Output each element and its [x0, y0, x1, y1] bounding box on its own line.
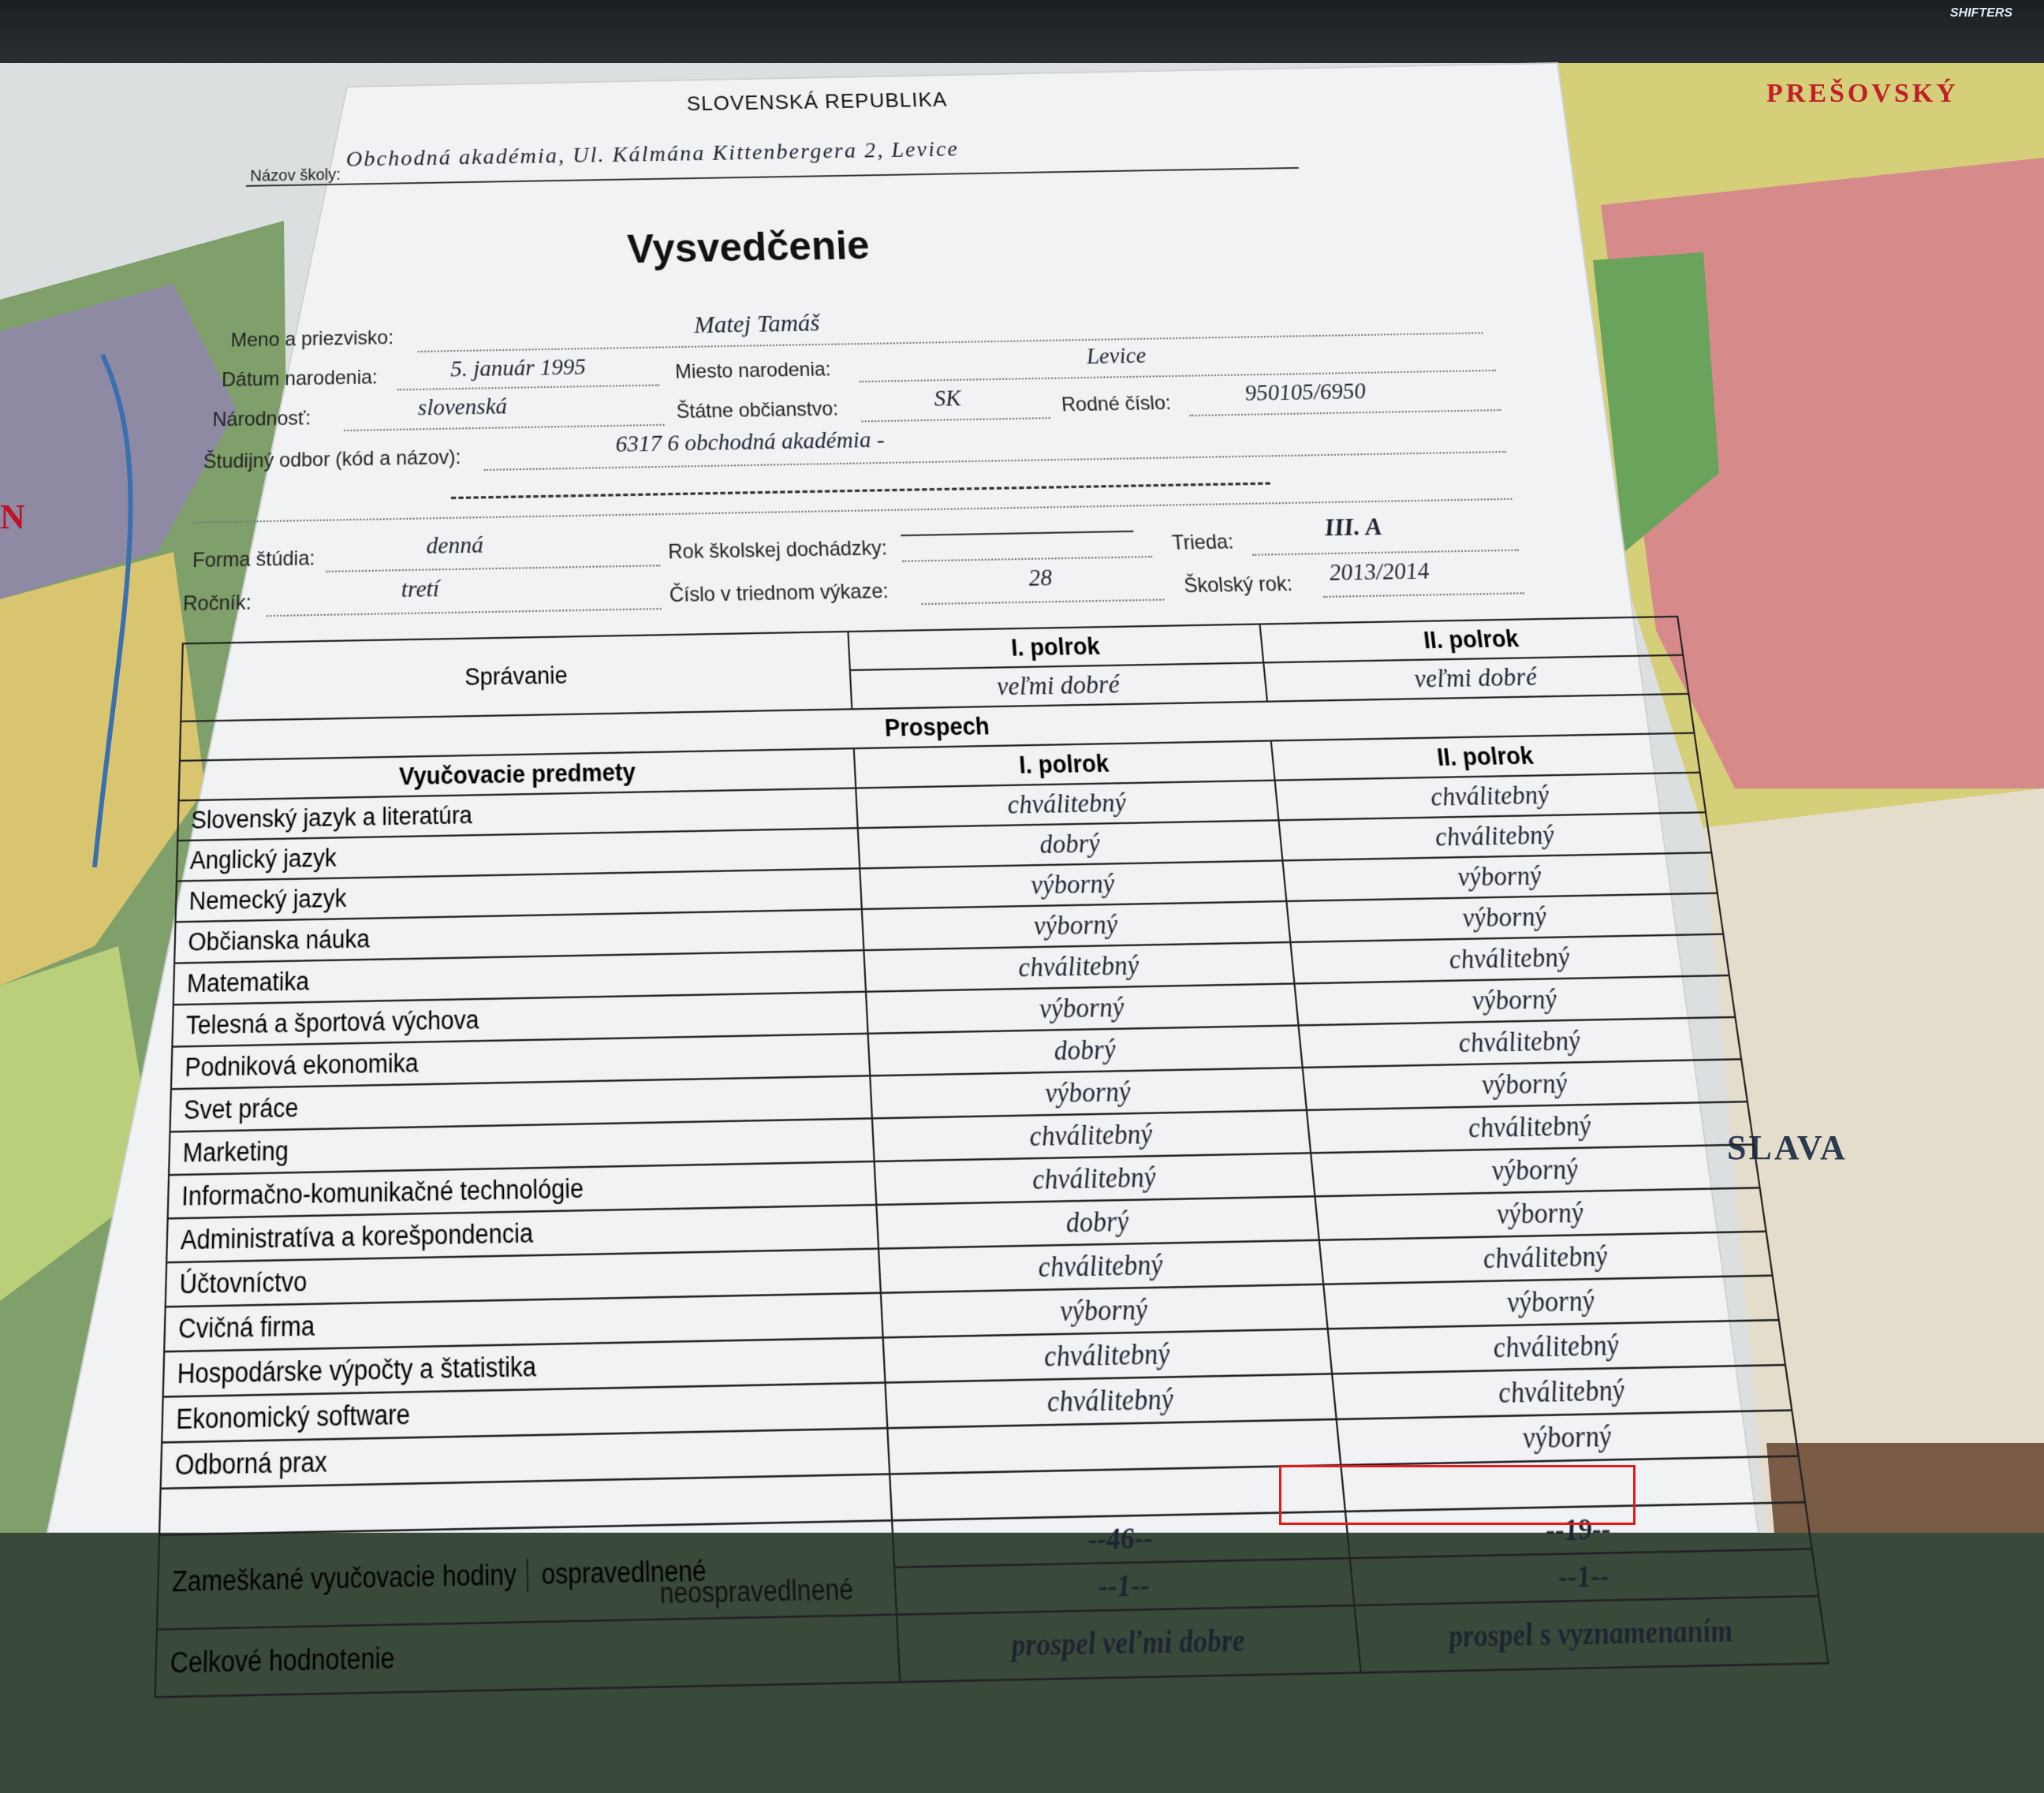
- subject-name: Matematika: [173, 950, 866, 1005]
- fill-line: [344, 424, 665, 431]
- subject-name: Cvičná firma: [164, 1293, 882, 1351]
- behavior-label: Správanie: [181, 632, 852, 721]
- personal-id: 950105/6950: [1244, 378, 1367, 407]
- map-label: SLAVA: [1727, 1128, 1848, 1167]
- grade-term-2: výborný: [1282, 852, 1717, 901]
- fill-line: [1323, 592, 1524, 598]
- fill-line: [326, 565, 660, 572]
- fill-line: [418, 332, 1483, 352]
- excused-term-1: --46--: [892, 1512, 1350, 1567]
- grade-term-1: chválitebný: [875, 1153, 1315, 1205]
- progress-title: Prospech: [180, 694, 1695, 761]
- birth-place-label: Miesto narodenia:: [674, 358, 832, 383]
- study-form: denná: [426, 531, 483, 560]
- grade-term-1: chválitebný: [863, 942, 1294, 992]
- subject-name: Ekonomický software: [162, 1383, 887, 1443]
- unexcused-term-2: --1--: [1350, 1549, 1819, 1605]
- birth-date: 5. január 1995: [450, 354, 587, 382]
- grade-term-2: chválitebný: [1279, 812, 1712, 860]
- grade-term-2: výborný: [1294, 975, 1735, 1025]
- fill-line: [902, 556, 1152, 562]
- absence-label-text: Zameškané vyučovacie hodiny: [171, 1558, 517, 1597]
- grade-term-1: výborný: [860, 860, 1286, 909]
- grade-term-2: chválitebný: [1307, 1102, 1754, 1153]
- grade-term-1: výborný: [862, 901, 1291, 950]
- school-year-label: Školský rok:: [1183, 572, 1294, 598]
- fill-line: [1189, 409, 1501, 416]
- subject-name: Marketing: [169, 1118, 875, 1175]
- class: III. A: [1322, 512, 1384, 542]
- grade-term-1: dobrý: [868, 1025, 1303, 1075]
- grade-term-2: chválitebný: [1319, 1232, 1773, 1284]
- grade-year: tretí: [401, 575, 440, 603]
- register-no-label: Číslo v triednom výkaze:: [669, 580, 890, 607]
- grade-term-1: výborný: [881, 1284, 1328, 1338]
- grade-term-1: chválitebný: [878, 1240, 1323, 1293]
- page-title: Vysvedčenie: [626, 222, 871, 272]
- map-label: PREŠOVSKÝ: [1766, 79, 1959, 108]
- subject-name: Hospodárske výpočty a štatistika: [163, 1337, 886, 1396]
- grade-term-2: chválitebný: [1290, 934, 1729, 984]
- subject-name: Telesná a športová výchova: [172, 992, 867, 1047]
- subject-name: Informačno-komunikačné technológie: [168, 1161, 877, 1218]
- grade-term-2: výborný: [1311, 1145, 1759, 1197]
- study-field: 6317 6 obchodná akadémia -: [615, 427, 886, 458]
- nationality: slovenská: [417, 393, 508, 421]
- grade-year-label: Ročník:: [182, 591, 252, 616]
- subject-name: Účtovníctvo: [166, 1249, 881, 1307]
- term-header-1: I. polrok: [854, 740, 1275, 788]
- grade-term-1: dobrý: [876, 1196, 1319, 1248]
- grade-term-2: výborný: [1315, 1187, 1766, 1239]
- field-label: Študijný odbor (kód a názov):: [203, 445, 461, 474]
- subject-name: Administratíva a korešpondencia: [166, 1205, 878, 1262]
- certificate-document: [56, 45, 1927, 1793]
- grade-term-1: chválitebný: [883, 1329, 1332, 1382]
- grade-term-2: chválitebný: [1299, 1017, 1742, 1068]
- overall-term-2: prospel s vyznamenaním: [1354, 1596, 1828, 1672]
- overall-label: Celkové hodnotenie: [155, 1615, 901, 1698]
- grade-term-2: chválitebný: [1328, 1320, 1785, 1374]
- behavior-header-2: II. polrok: [1260, 617, 1684, 662]
- school-year: 2013/2014: [1327, 557, 1431, 587]
- citizenship: SK: [933, 386, 962, 412]
- student-name: Matej Tamáš: [693, 309, 821, 339]
- highlight-box: [1279, 1465, 1636, 1525]
- excused-term-2: --19--: [1345, 1502, 1812, 1558]
- fill-line: [921, 598, 1164, 605]
- grade-term-1: chválitebný: [885, 1374, 1336, 1428]
- fill-line: [861, 417, 1050, 422]
- excused-label: ospravedlnené: [526, 1555, 707, 1592]
- unexcused-label: neospravedlnené: [659, 1573, 854, 1610]
- attendance-year-label: Rok školskej dochádzky:: [667, 536, 888, 564]
- behavior-header-1: I. polrok: [848, 624, 1263, 670]
- subject-name: Občianska náuka: [174, 909, 863, 964]
- grades-table: [154, 616, 1829, 1698]
- watermark-logo: SHIFTERS: [1949, 6, 2012, 20]
- behavior-grade-2: veľmi dobré: [1263, 655, 1688, 702]
- subject-name: Odborná prax: [161, 1428, 890, 1489]
- subject-name: Slovenský jazyk a literatúra: [177, 788, 858, 841]
- grade-term-1: dobrý: [858, 820, 1283, 868]
- grade-term-2: chválitebný: [1332, 1365, 1792, 1419]
- birth-place: Levice: [1085, 342, 1147, 370]
- fill-line: [267, 608, 662, 617]
- grade-term-1: výborný: [870, 1068, 1307, 1118]
- subject-name: Svet práce: [170, 1075, 872, 1131]
- grade-term-1: výborný: [866, 983, 1299, 1033]
- grade-term-2: výborný: [1337, 1411, 1799, 1466]
- school-label: Názov školy:: [250, 166, 341, 185]
- grade-term-2: chválitebný: [1275, 773, 1706, 821]
- map-label: N: [0, 498, 25, 536]
- grade-term-2: výborný: [1323, 1276, 1779, 1329]
- subjects-header: Vyučovacie predmety: [179, 748, 856, 800]
- birth-date-label: Dátum narodenia:: [221, 366, 378, 392]
- class-label: Trieda:: [1170, 530, 1235, 555]
- nationality-label: Národnosť:: [212, 407, 311, 431]
- unexcused-value-1: --1--: [1097, 1567, 1151, 1605]
- register-no: 28: [1028, 564, 1054, 592]
- grade-term-2: výborný: [1303, 1059, 1747, 1110]
- strike-line: [901, 531, 1133, 536]
- behavior-grade-1: veľmi dobré: [850, 662, 1267, 709]
- citizenship-label: Štátne občianstvo:: [676, 397, 839, 423]
- name-label: Meno a priezvisko:: [230, 326, 394, 352]
- id-label: Rodné číslo:: [1061, 391, 1172, 416]
- fill-line: [397, 384, 659, 390]
- strike-line: [451, 482, 1270, 499]
- grade-term-1: chválitebný: [856, 781, 1278, 829]
- subject-name: Podniková ekonomika: [171, 1034, 870, 1089]
- study-form-label: Forma štúdia:: [192, 546, 315, 572]
- fill-line: [193, 498, 1512, 524]
- school-name: Obchodná akadémia, Ul. Kálmána Kittenbergera 2, Levice: [345, 136, 960, 172]
- country-heading: SLOVENSKÁ REPUBLIKA: [686, 88, 949, 116]
- subject-name: Anglický jazyk: [177, 828, 860, 881]
- fill-line: [860, 370, 1496, 382]
- term-header-2: II. polrok: [1271, 733, 1700, 781]
- subject-name: Nemecký jazyk: [176, 868, 862, 922]
- grade-term-2: výborný: [1286, 893, 1723, 942]
- overall-term-1: prospel veľmi dobre: [897, 1605, 1361, 1682]
- grade-term-1: chválitebný: [872, 1110, 1311, 1161]
- fill-line: [1252, 550, 1519, 556]
